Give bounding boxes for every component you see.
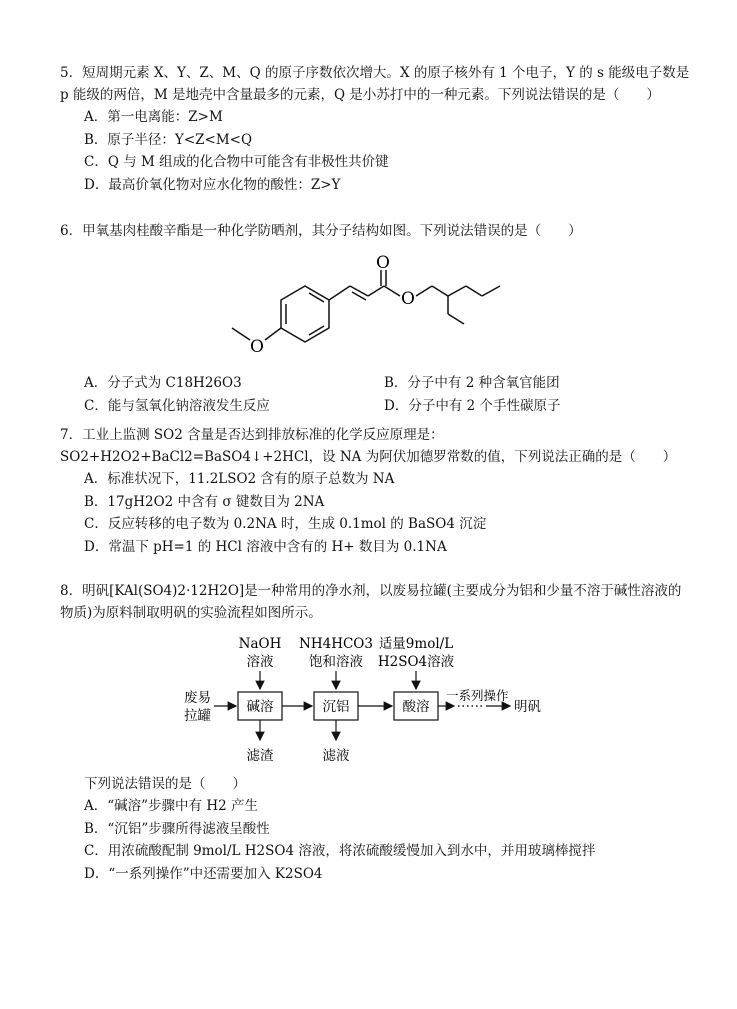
question-6-option-b: B．分子中有 2 种含氧官能团 xyxy=(384,375,560,391)
question-7-option-c: C．反应转移的电子数为 0.2NA 时，生成 0.1mol 的 BaSO4 沉淀 xyxy=(84,516,487,532)
atom-carbonyl-oxygen: O xyxy=(376,253,390,273)
reagent-2-line-2: 饱和溶液 xyxy=(309,654,363,670)
reagent-2-line-1: NH4HCO3 xyxy=(299,636,373,652)
molecule-bonds xyxy=(232,270,500,342)
flow-diagram xyxy=(170,634,590,770)
atom-ester-oxygen: O xyxy=(401,289,415,309)
question-6-stem: 6．甲氧基肉桂酸辛酯是一种化学防晒剂，其分子结构如图。下列说法错误的是（ ） xyxy=(60,223,582,239)
question-5 xyxy=(60,62,690,196)
reagent-1-line-1: NaOH xyxy=(238,636,282,652)
question-8-option-a: A．“碱溶”步骤中有 H2 产生 xyxy=(84,798,258,814)
molecule-structure xyxy=(220,248,520,363)
flow-series-label: 一系列操作 xyxy=(446,688,509,703)
reagent-1-line-2: 溶液 xyxy=(246,654,274,670)
question-8-question: 下列说法错误的是（ ） xyxy=(84,776,246,792)
question-6-option-d: D．分子中有 2 个手性碳原子 xyxy=(384,397,561,414)
flow-end-label: 明矾 xyxy=(514,699,541,715)
question-8 xyxy=(60,580,690,624)
reagent-3-line-2: H2SO4溶液 xyxy=(377,654,455,670)
question-6-option-c: C．能与氢氧化钠溶液发生反应 xyxy=(84,397,270,414)
flow-step-1-label: 碱溶 xyxy=(246,699,274,715)
flow-output-2: 滤液 xyxy=(322,748,350,764)
reagent-3-line-1: 适量9mol/L xyxy=(378,636,454,652)
question-7-stem: 7．工业上监测 SO2 含量是否达到排放标准的化学反应原理是：SO2+H2O2+BaCl2=BaSO4↓+2HCl，设 NA 为阿伏加德罗常数的值，下列说法正确的是（ ） xyxy=(60,427,677,465)
atom-methoxy-oxygen: O xyxy=(250,337,264,357)
flow-output-1: 滤渣 xyxy=(246,748,274,764)
question-7-option-b: B．17gH2O2 中含有 σ 键数目为 2NA xyxy=(84,493,325,510)
question-7-option-d: D．常温下 pH=1 的 HCl 溶液中含有的 H+ 数目为 0.1NA xyxy=(84,538,447,555)
question-6 xyxy=(60,220,690,242)
question-5-option-a: A．第一电离能：Z>M xyxy=(84,109,223,125)
question-8-option-c: C．用浓硫酸配制 9mol/L H2SO4 溶液，将浓硫酸缓慢加入到水中，并用玻璃棒搅拌 xyxy=(84,843,596,859)
question-8-body xyxy=(60,773,690,885)
question-7 xyxy=(60,424,690,558)
question-6-options xyxy=(60,372,690,417)
flow-start-line-2: 拉罐 xyxy=(184,708,211,724)
question-5-option-c: C．Q 与 M 组成的化合物中可能含有非极性共价键 xyxy=(84,154,389,170)
question-7-option-a: A．标准状况下，11.2LSO2 含有的原子总数为 NA xyxy=(84,471,395,487)
question-6-option-a: A．分子式为 C18H26O3 xyxy=(84,375,242,391)
question-8-option-b: B．“沉铝”步骤所得滤液呈酸性 xyxy=(84,820,270,837)
flow-step-2-label: 沉铝 xyxy=(322,699,350,715)
question-5-option-b: B．原子半径：Y<Z<M<Q xyxy=(84,131,253,148)
flow-step-3-label: 酸溶 xyxy=(402,699,430,715)
question-8-stem: 8．明矾[KAl(SO4)2·12H2O]是一种常用的净水剂，以废易拉罐(主要成分为铝和少量不溶于碱性溶液的物质)为原料制取明矾的实验流程如图所示。 xyxy=(60,583,682,621)
question-8-option-d: D．“一系列操作”中还需要加入 K2SO4 xyxy=(84,865,323,882)
question-5-option-d: D．最高价氧化物对应水化物的酸性：Z>Y xyxy=(84,176,341,193)
flow-start-line-1: 废易 xyxy=(184,690,211,706)
question-5-stem: 5．短周期元素 X、Y、Z、M、Q 的原子序数依次增大。X 的原子核外有 1 个电子，Y 的 s 能级电子数是 p 能级的两倍，M 是地壳中含量最多的元素，Q 是小苏打中的一种元素。下列说法错误的是（ ） xyxy=(60,65,690,103)
